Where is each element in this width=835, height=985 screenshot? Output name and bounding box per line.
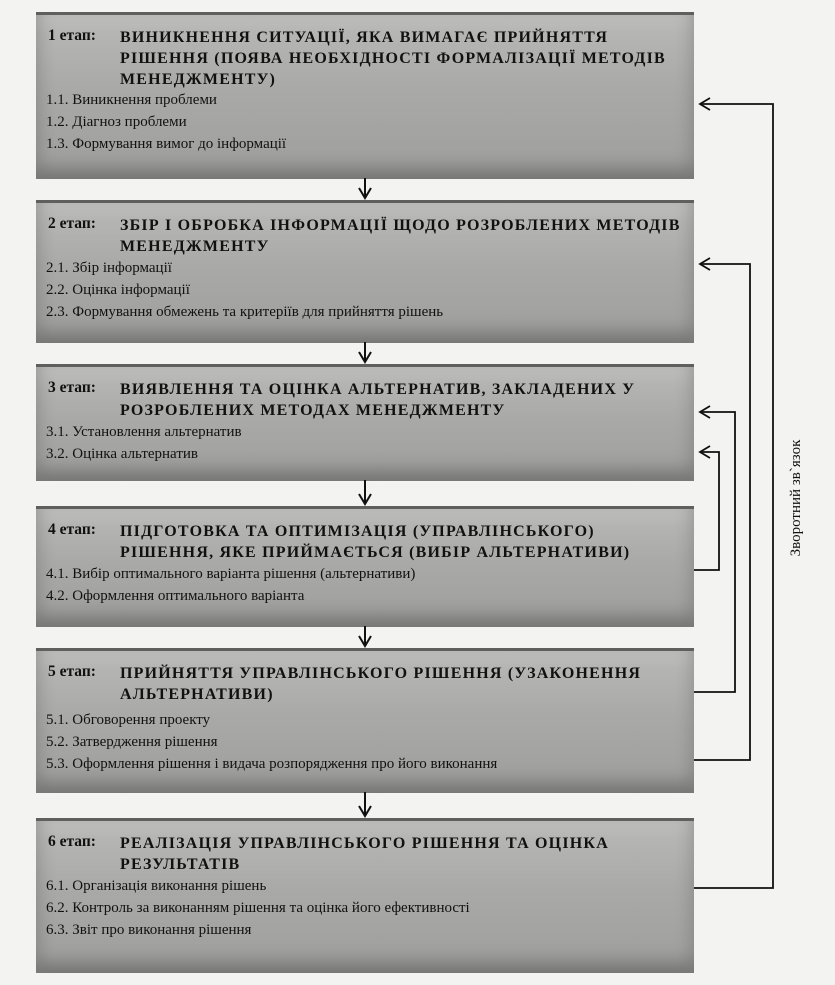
stage-2-number: 2 етап: [48,215,96,232]
substep-4-2: 4.2. Оформлення оптимального варіанта [46,588,305,604]
substep-5-2: 5.2. Затвердження рішення [46,734,218,750]
stage-6-number: 6 етап: [48,833,96,850]
substep-5-3: 5.3. Оформлення рішення і видача розпорядження про його виконання [46,756,498,772]
substep-1-2: 1.2. Діагноз проблеми [46,114,187,130]
stage-2-title: ЗБІР І ОБРОБКА ІНФОРМАЦІЇ ЩОДО РОЗРОБЛЕНИХ МЕТОДІВ МЕНЕДЖМЕНТУ [120,217,681,255]
substep-6-3: 6.3. Звіт про виконання рішення [46,922,252,938]
substep-1-3: 1.3. Формування вимог до інформації [46,136,287,152]
stage-3-title: ВИЯВЛЕННЯ ТА ОЦІНКА АЛЬТЕРНАТИВ, ЗАКЛАДЕНИХ У РОЗРОБЛЕНИХ МЕТОДАХ МЕНЕДЖМЕНТУ [120,381,636,419]
feedback-label-wrap [788,439,804,579]
substep-2-2: 2.2. Оцінка інформації [46,282,190,298]
stage-1-title: ВИНИКНЕННЯ СИТУАЦІЇ, ЯКА ВИМАГАЄ ПРИЙНЯТТЯ РІШЕННЯ (ПОЯВА НЕОБХІДНОСТІ ФОРМАЛІЗАЦІЇ МЕТОДІВ МЕНЕДЖМЕНТУ) [120,29,666,88]
stage-4-number: 4 етап: [48,521,96,538]
feedback-5-to-2 [694,264,750,760]
stage-4-title: ПІДГОТОВКА ТА ОПТИМІЗАЦІЯ (УПРАВЛІНСЬКОГО) РІШЕННЯ, ЯКЕ ПРИЙМАЄТЬСЯ (ВИБІР АЛЬТЕРНАТИВИ) [120,523,631,561]
stage-6-title: РЕАЛІЗАЦІЯ УПРАВЛІНСЬКОГО РІШЕННЯ ТА ОЦІНКА РЕЗУЛЬТАТІВ [120,835,609,873]
substep-5-1: 5.1. Обговорення проекту [46,712,211,728]
substep-2-1: 2.1. Збір інформації [46,260,172,276]
down-arrows [359,178,371,816]
stage-1-number: 1 етап: [48,27,96,44]
feedback-5-to-3 [694,412,735,692]
substep-3-2: 3.2. Оцінка альтернатив [46,446,198,462]
substep-2-3: 2.3. Формування обмежень та критеріїв для прийняття рішень [46,304,444,320]
feedback-4-to-3 [694,452,719,570]
stage-5-number: 5 етап: [48,663,96,680]
substep-3-1: 3.1. Установлення альтернатив [46,424,242,440]
substep-4-1: 4.1. Вибір оптимального варіанта рішення (альтернативи) [46,566,416,582]
feedback-label: Зворотний зв`язок [788,439,804,557]
feedback-6-to-1 [694,104,773,888]
substep-6-2: 6.2. Контроль за виконанням рішення та оцінка його ефективності [46,900,470,916]
feedback-lines [694,98,773,888]
substep-1-1: 1.1. Виникнення проблеми [46,92,217,108]
substep-6-1: 6.1. Організація виконання рішень [46,878,267,894]
stage-3-number: 3 етап: [48,379,96,396]
stage-5-title: ПРИЙНЯТТЯ УПРАВЛІНСЬКОГО РІШЕННЯ (УЗАКОНЕННЯ АЛЬТЕРНАТИВИ) [120,665,642,703]
